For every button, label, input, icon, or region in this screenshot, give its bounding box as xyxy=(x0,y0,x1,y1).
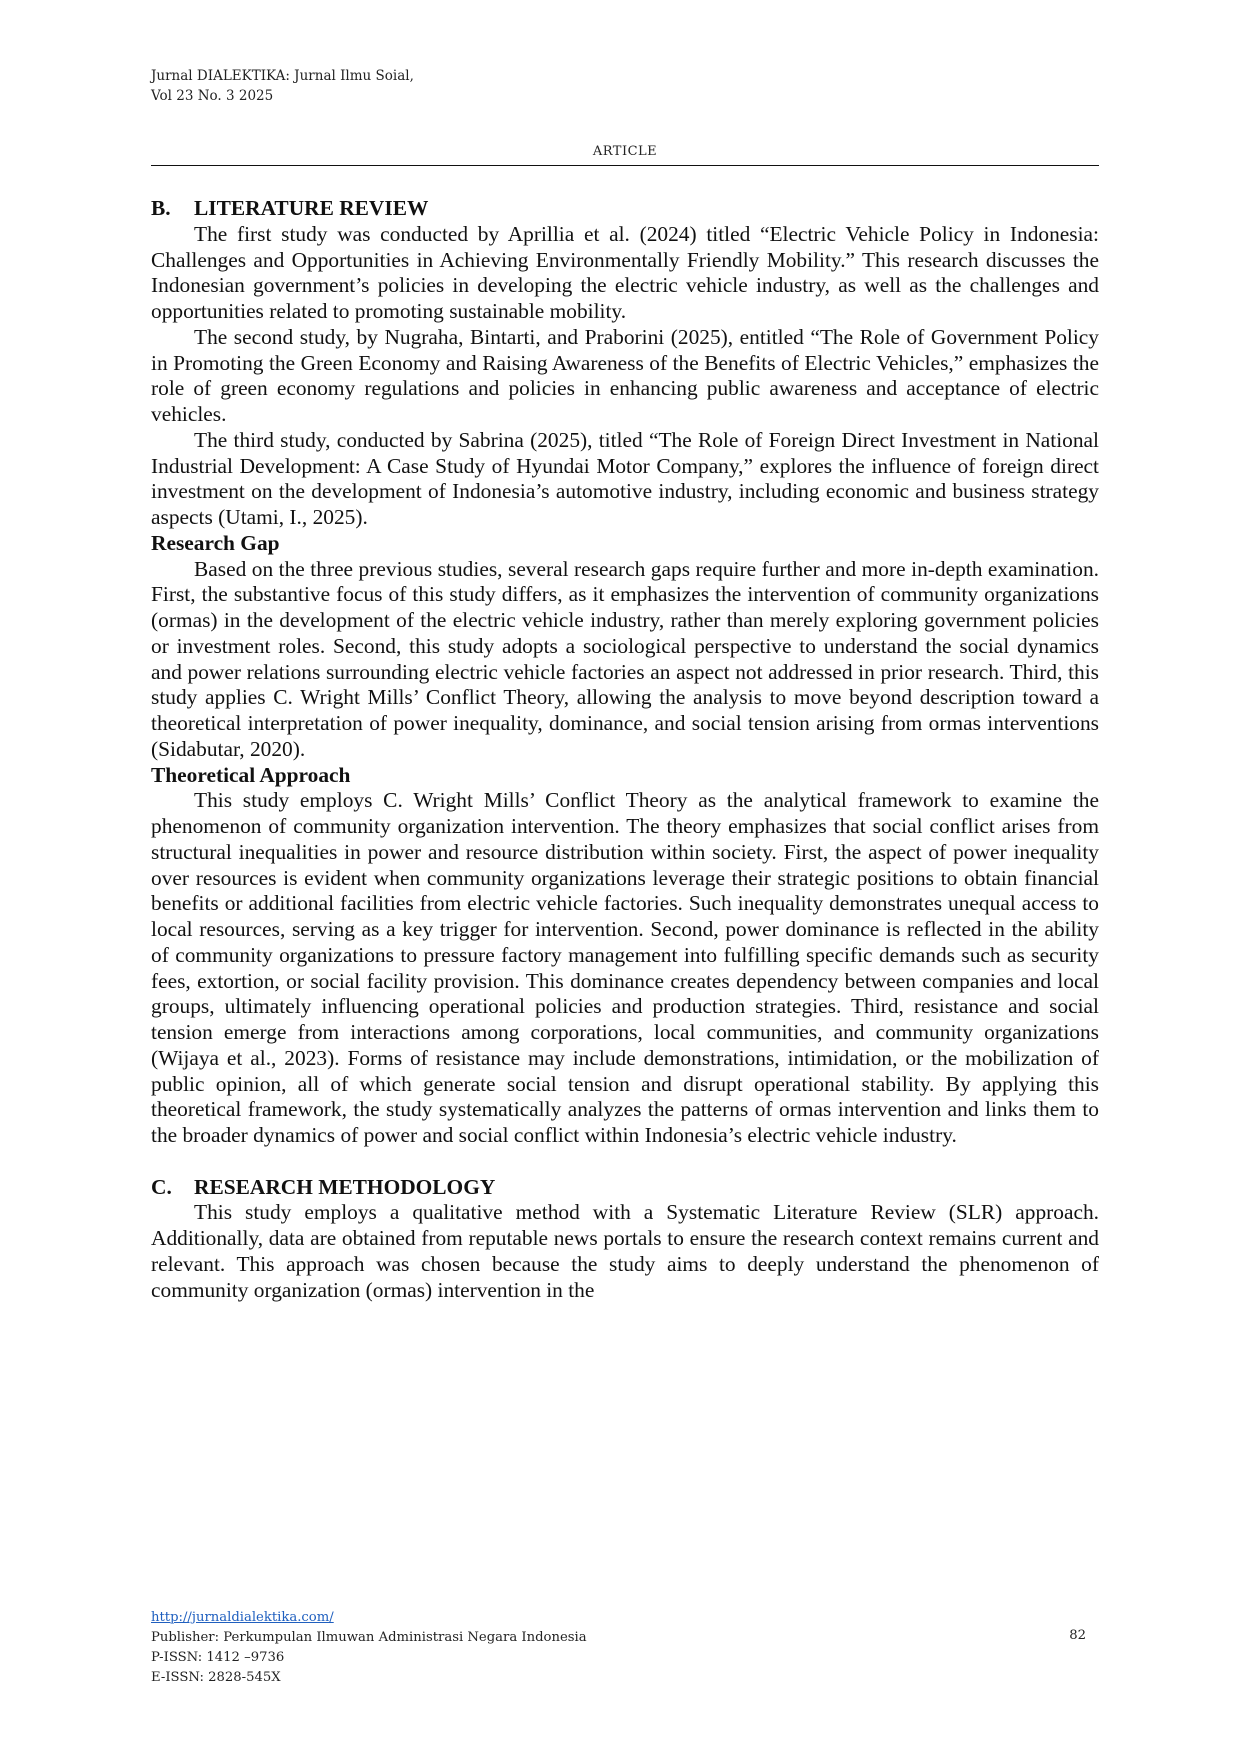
paragraph: The third study, conducted by Sabrina (2025), titled “The Role of Foreign Direct Investment in National Industrial Development: A Case Study of Hyundai Motor Company,” explores the influence of foreign direct investment on the development of Indonesia’s automotive industry, including economic and business strategy aspects (Utami, I., 2025). xyxy=(151,427,1099,529)
journal-url-link[interactable]: http://jurnaldialektika.com/ xyxy=(151,1610,334,1625)
journal-volume: Vol 23 No. 3 2025 xyxy=(151,88,274,104)
paragraph: Based on the three previous studies, several research gaps require further and more in-depth examination. First, the substantive focus of this study differs, as it emphasizes the intervention of community organizations (ormas) in the development of the electric vehicle industry, rather than merely exploring government policies or investment roles. Second, this study adopts a sociological perspective to understand the social dynamics and power relations surrounding electric vehicle factories an aspect not addressed in prior research. Third, this study applies C. Wright Mills’ Conflict Theory, allowing the analysis to move beyond description toward a theoretical interpretation of power inequality, dominance, and social tension arising from ormas interventions (Sidabutar, 2020). xyxy=(151,556,1099,761)
spacer xyxy=(151,1149,1099,1175)
e-issn: E-ISSN: 2828-545X xyxy=(151,1670,281,1685)
subheading-research-gap: Research Gap xyxy=(151,530,280,555)
section-number: C. xyxy=(151,1174,172,1199)
publisher: Publisher: Perkumpulan Ilmuwan Administrasi Negara Indonesia xyxy=(151,1630,587,1645)
section-title: LITERATURE REVIEW xyxy=(194,196,429,220)
running-head xyxy=(151,66,414,106)
paragraph: The first study was conducted by Aprillia et al. (2024) titled “Electric Vehicle Policy in Indonesia: Challenges and Opportunities in Achieving Environmentally Friendly Mobility.” This research discusses the Indonesian government’s policies in developing the electric vehicle industry, as well as the challenges and opportunities related to promoting sustainable mobility. xyxy=(151,221,1099,323)
article-label: ARTICLE xyxy=(592,144,658,159)
section-title: RESEARCH METHODOLOGY xyxy=(194,1174,496,1199)
journal-title: Jurnal DIALEKTIKA: Jurnal Ilmu Soial, xyxy=(151,68,414,84)
subheading-theoretical-approach: Theoretical Approach xyxy=(151,762,351,787)
page-number: 82 xyxy=(1069,1628,1086,1643)
header-divider xyxy=(151,165,1099,166)
paragraph: This study employs a qualitative method with a Systematic Literature Review (SLR) approach. Additionally, data are obtained from reputable news portals to ensure the research context remains current and relevant. This approach was chosen because the study aims to deeply understand the phenomenon of community organization (ormas) intervention in the xyxy=(151,1200,1099,1302)
section-number: B. xyxy=(151,196,171,220)
section-heading-literature-review xyxy=(151,196,1099,222)
paragraph: This study employs C. Wright Mills’ Conflict Theory as the analytical framework to examine the phenomenon of community organization intervention. The theory emphasizes that social conflict arises from structural inequalities in power and resource distribution within society. First, the aspect of power inequality over resources is evident when community organizations leverage their strategic positions to obtain financial benefits or additional facilities from electric vehicle factories. Such inequality demonstrates unequal access to local resources, serving as a key trigger for intervention. Second, power dominance is reflected in the ability of community organizations to pressure factory management into fulfilling specific demands such as security fees, extortion, or social facility provision. This dominance creates dependency between companies and local groups, ultimately influencing operational policies and production strategies. Third, resistance and social tension emerge from interactions among corporations, local communities, and community organizations (Wijaya et al., 2023). Forms of resistance may include demonstrations, intimidation, or the mobilization of public opinion, all of which generate social tension and disrupt operational stability. By applying this theoretical framework, the study systematically analyzes the patterns of ormas intervention and links them to the broader dynamics of power and social conflict within Indonesia’s electric vehicle industry. xyxy=(151,788,1099,1147)
section-heading-research-methodology xyxy=(151,1175,1099,1201)
p-issn: P-ISSN: 1412 –9736 xyxy=(151,1650,285,1665)
page-footer xyxy=(151,1608,1099,1688)
paragraph: The second study, by Nugraha, Bintarti, and Praborini (2025), entitled “The Role of Government Policy in Promoting the Green Economy and Raising Awareness of the Benefits of Electric Vehicles,” emphasizes the role of green economy regulations and policies in enhancing public awareness and acceptance of electric vehicles. xyxy=(151,324,1099,426)
article-body xyxy=(151,196,1099,1303)
